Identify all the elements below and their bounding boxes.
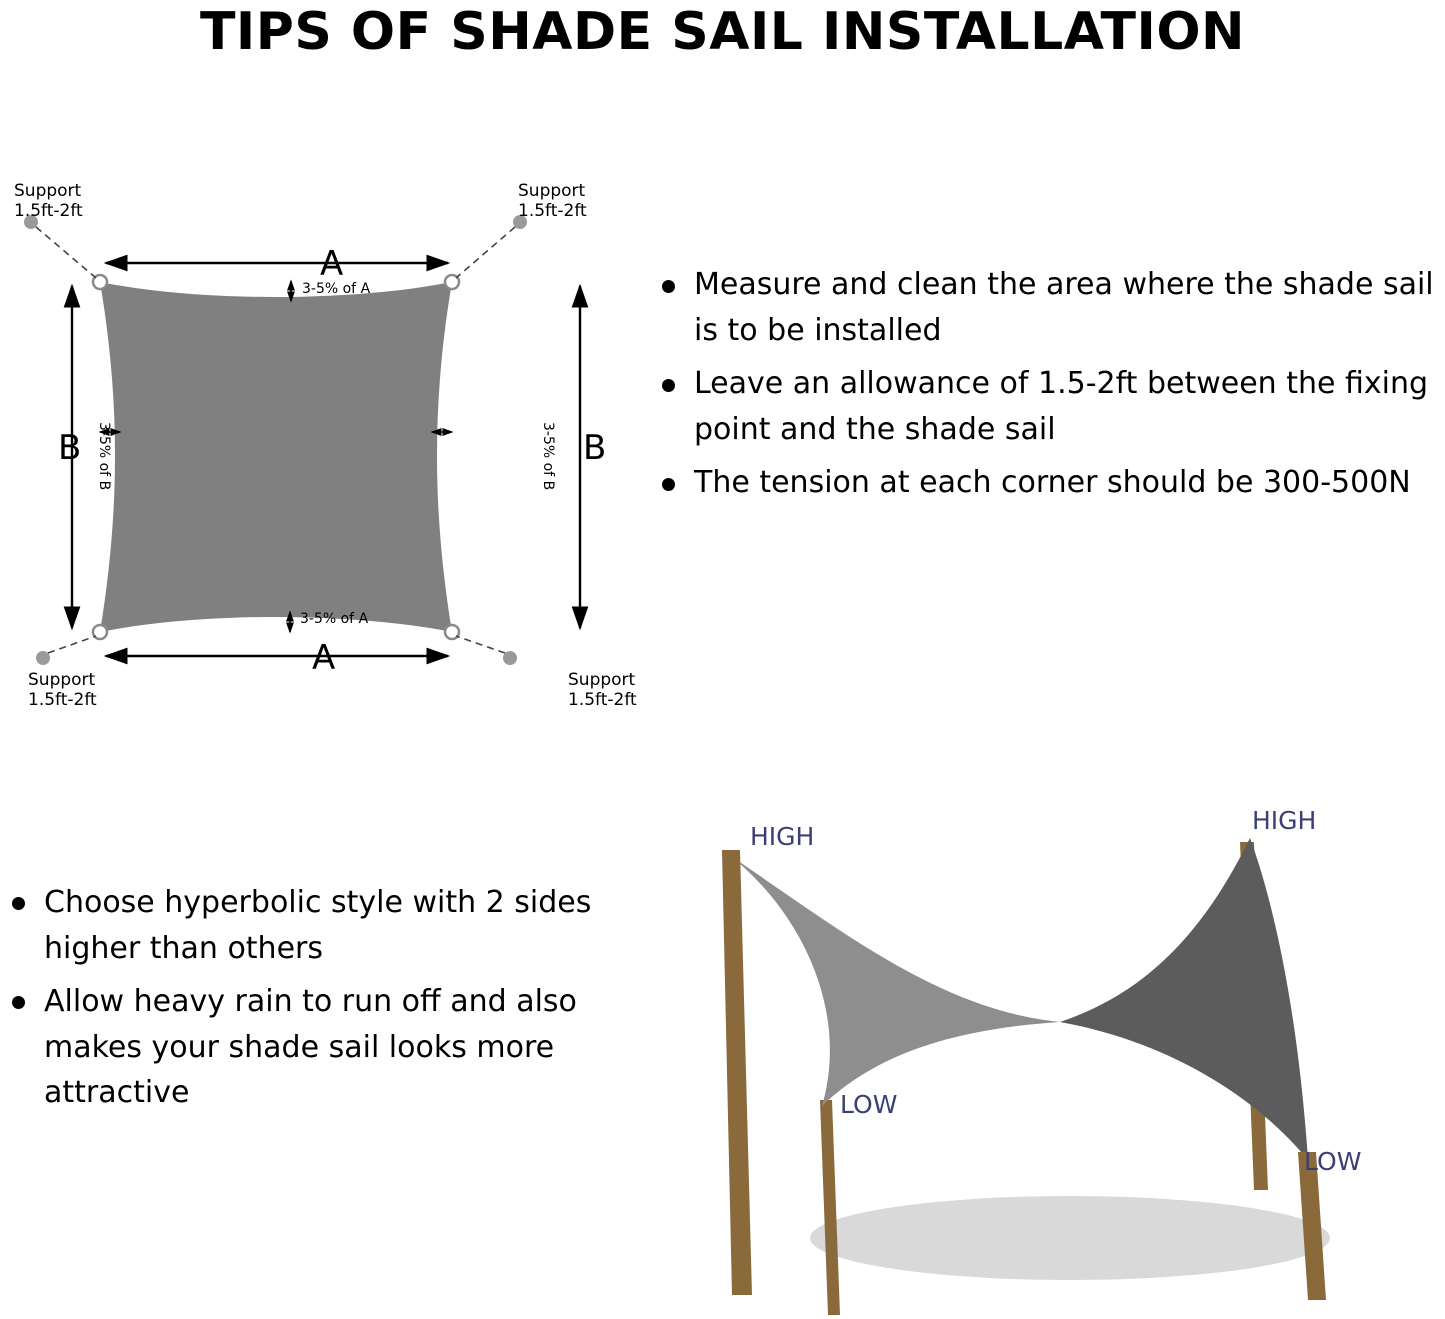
page-title: TIPS OF SHADE SAIL INSTALLATION [199, 2, 1246, 62]
support-label-line1: Support [568, 670, 636, 690]
list-item: Leave an allowance of 1.5-2ft between the fixing point and the shade sail [650, 361, 1445, 452]
hyperbolic-tips-list [0, 880, 630, 1124]
support-label-top-left [14, 182, 83, 221]
support-label-top-right [518, 182, 587, 221]
list-item: The tension at each corner should be 300-500N [650, 460, 1445, 506]
label-low-left: LOW [840, 1090, 898, 1119]
label-high-left: HIGH [750, 822, 815, 851]
support-label-line1: Support [28, 670, 96, 690]
rectangular-sail-diagram [0, 150, 660, 750]
curve-label-top: 3-5% of A [302, 281, 371, 297]
dimension-label-b-left: B [58, 428, 82, 468]
dimension-label-b-right: B [583, 428, 607, 468]
support-label-line1: Support [518, 181, 586, 201]
dimension-label-a-bottom: A [312, 638, 336, 678]
support-label-line2: 1.5ft-2ft [14, 200, 83, 221]
list-item: Measure and clean the area where the shade sail is to be installed [650, 262, 1445, 353]
support-label-line1: Support [14, 181, 82, 201]
dimension-label-a-top: A [320, 244, 344, 284]
support-label-bottom-left [28, 671, 97, 710]
support-label-line2: 1.5ft-2ft [518, 200, 587, 221]
installation-tips-list [650, 262, 1445, 514]
support-label-line2: 1.5ft-2ft [568, 689, 637, 710]
curve-label-bottom: 3-5% of A [300, 611, 369, 627]
curve-label-right: 3-5% of B [540, 422, 556, 491]
hyperbolic-sail-diagram [640, 760, 1445, 1319]
list-item: Allow heavy rain to run off and also makes your shade sail looks more attractive [0, 979, 630, 1116]
curve-label-left: 3-5% of B [96, 422, 112, 491]
list-item: Choose hyperbolic style with 2 sides higher than others [0, 880, 630, 971]
label-high-right: HIGH [1252, 806, 1317, 835]
support-label-bottom-right [568, 671, 637, 710]
support-label-line2: 1.5ft-2ft [28, 689, 97, 710]
label-low-right: LOW [1304, 1147, 1362, 1176]
